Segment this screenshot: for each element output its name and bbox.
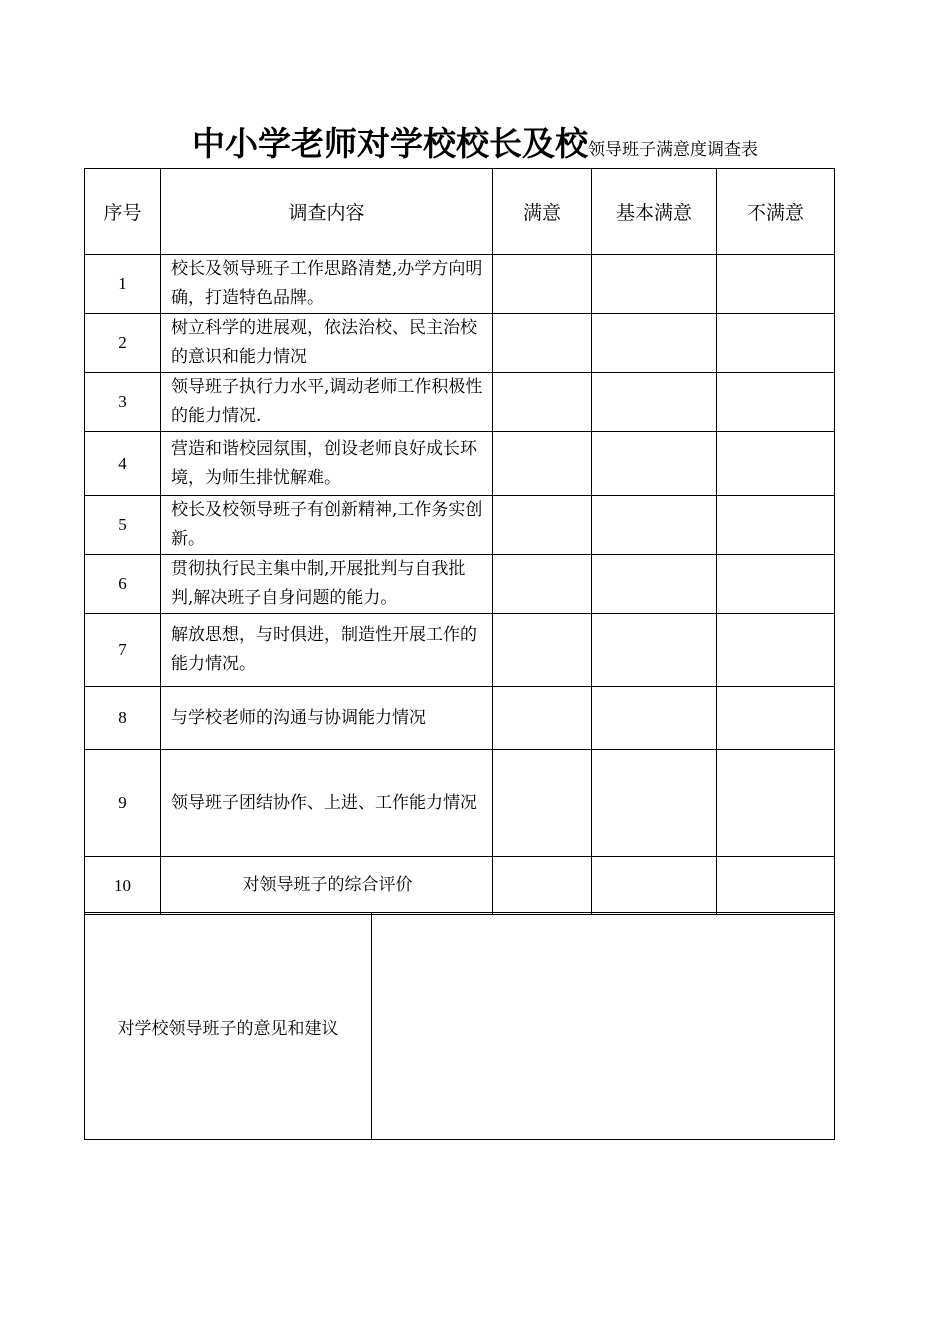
row-content: 营造和谐校园氛围，创设老师良好成长环境，为师生排忧解难。 [161,432,493,496]
satisfied-cell[interactable] [493,614,592,687]
row-index: 10 [85,857,161,915]
row-content: 贯彻执行民主集中制,开展批判与自我批判,解决班子自身问题的能力。 [161,555,493,614]
satisfied-cell[interactable] [493,496,592,555]
table-row [85,614,835,687]
row-content: 领导班子执行力水平,调动老师工作积极性的能力情况. [161,373,493,432]
document-title [0,118,950,165]
table-row [85,432,835,496]
table-row [85,255,835,314]
basically-satisfied-cell[interactable] [592,555,717,614]
satisfied-cell[interactable] [493,314,592,373]
row-index: 7 [85,614,161,687]
row-index: 5 [85,496,161,555]
unsatisfied-cell[interactable] [717,614,835,687]
satisfied-cell[interactable] [493,373,592,432]
satisfied-cell[interactable] [493,255,592,314]
title-suffix: 领导班子满意度调查表 [588,140,758,160]
basically-satisfied-cell[interactable] [592,314,717,373]
basically-satisfied-cell[interactable] [592,687,717,750]
row-content: 与学校老师的沟通与协调能力情况 [161,687,493,750]
satisfied-cell[interactable] [493,750,592,857]
header-satisfied: 满意 [493,169,592,255]
basically-satisfied-cell[interactable] [592,255,717,314]
header-index: 序号 [85,169,161,255]
table-row [85,496,835,555]
basically-satisfied-cell[interactable] [592,373,717,432]
row-content: 领导班子团结协作、上进、工作能力情况 [161,750,493,857]
row-index: 4 [85,432,161,496]
satisfied-cell[interactable] [493,555,592,614]
row-index: 1 [85,255,161,314]
row-index: 8 [85,687,161,750]
table-row [85,373,835,432]
unsatisfied-cell[interactable] [717,750,835,857]
basically-satisfied-cell[interactable] [592,496,717,555]
header-row [85,169,835,255]
satisfied-cell[interactable] [493,432,592,496]
row-index: 3 [85,373,161,432]
opinion-row [85,913,835,1140]
unsatisfied-cell[interactable] [717,555,835,614]
opinion-table [84,912,835,1140]
title-main: 中小学老师对学校校长及校 [192,124,588,163]
row-content: 校长及校领导班子有创新精神,工作务实创新。 [161,496,493,555]
header-basically-satisfied: 基本满意 [592,169,717,255]
unsatisfied-cell[interactable] [717,373,835,432]
unsatisfied-cell[interactable] [717,432,835,496]
opinion-input-area[interactable] [372,913,835,1140]
table-row [85,687,835,750]
table-row [85,750,835,857]
unsatisfied-cell[interactable] [717,687,835,750]
row-index: 2 [85,314,161,373]
basically-satisfied-cell[interactable] [592,614,717,687]
unsatisfied-cell[interactable] [717,255,835,314]
table-row [85,857,835,915]
row-content: 校长及领导班子工作思路清楚,办学方向明确，打造特色品牌。 [161,255,493,314]
opinion-label: 对学校领导班子的意见和建议 [85,913,372,1140]
basically-satisfied-cell[interactable] [592,432,717,496]
row-content: 树立科学的进展观，依法治校、民主治校的意识和能力情况 [161,314,493,373]
table-row [85,555,835,614]
header-unsatisfied: 不满意 [717,169,835,255]
row-content: 解放思想，与时俱进，制造性开展工作的能力情况。 [161,614,493,687]
row-index: 6 [85,555,161,614]
satisfied-cell[interactable] [493,687,592,750]
basically-satisfied-cell[interactable] [592,857,717,915]
basically-satisfied-cell[interactable] [592,750,717,857]
row-index: 9 [85,750,161,857]
unsatisfied-cell[interactable] [717,314,835,373]
row-content: 对领导班子的综合评价 [161,857,493,915]
unsatisfied-cell[interactable] [717,857,835,915]
header-content: 调查内容 [161,169,493,255]
unsatisfied-cell[interactable] [717,496,835,555]
survey-table [84,168,835,915]
table-row [85,314,835,373]
satisfied-cell[interactable] [493,857,592,915]
